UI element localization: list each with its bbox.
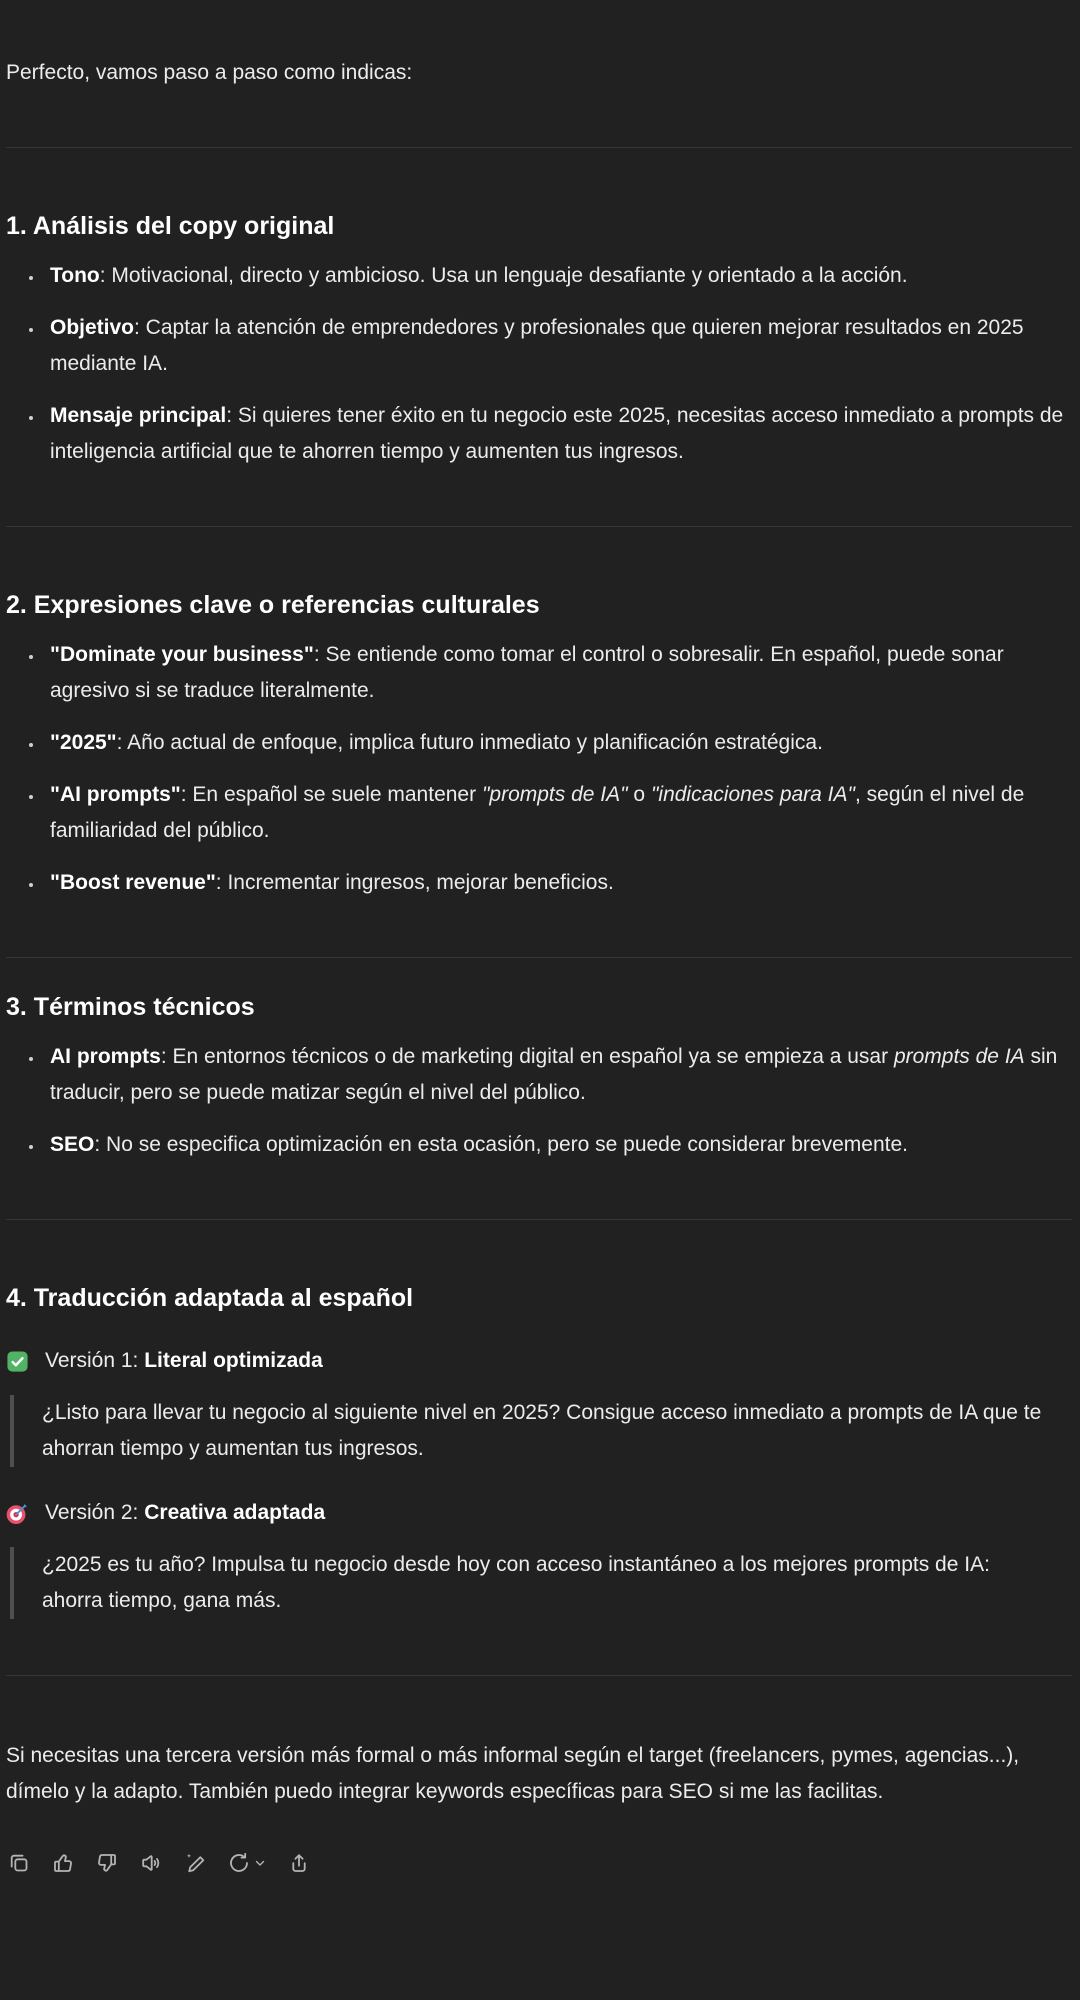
chevron-down-icon — [253, 1856, 267, 1870]
divider — [6, 526, 1072, 527]
message-action-bar — [2, 1846, 1072, 1880]
section-4-heading: 4. Traducción adaptada al español — [6, 1284, 414, 1312]
section-2-heading: 2. Expresiones clave o referencias culturales — [6, 591, 540, 619]
divider — [6, 1219, 1072, 1220]
check-mark-emoji — [6, 1350, 29, 1373]
section-2-bullets — [6, 637, 1072, 901]
list-item: • "2025": Año actual de enfoque, implica futuro inmediato y planificación estratégica. — [44, 725, 1072, 761]
closing-paragraph: Si necesitas una tercera versión más formal o más informal según el target (freelancers, pymes, agencias...), dímelo y la adapto. También puedo integrar keywords específicas para SEO si me las facilitas. — [6, 1744, 1020, 1803]
section-1-heading: 1. Análisis del copy original — [6, 212, 335, 240]
list-item: • "AI prompts": En español se suele mantener "prompts de IA" o "indicaciones para IA", según el nivel de familiaridad del público. — [44, 777, 1072, 849]
thumbs-down-icon — [95, 1851, 119, 1875]
copy-button[interactable] — [2, 1846, 36, 1880]
list-item: • "Dominate your business": Se entiende como tomar el control o sobresalir. En español, puede sonar agresivo si se traduce literalmente. — [44, 637, 1072, 709]
bad-response-button[interactable] — [90, 1846, 124, 1880]
sparkle-icon — [187, 1854, 191, 1858]
version-2-line — [6, 1495, 1072, 1531]
section-3-bullets — [6, 1039, 1072, 1163]
regenerate-icon — [227, 1851, 251, 1875]
read-aloud-button[interactable] — [134, 1846, 168, 1880]
edit-pencil-icon — [183, 1851, 207, 1875]
list-item: • Objetivo: Captar la atención de emprendedores y profesionales que quieren mejorar resultados en 2025 mediante IA. — [44, 310, 1072, 382]
list-item: • Tono: Motivacional, directo y ambicioso. Usa un lenguaje desafiante y orientado a la acción. — [44, 258, 1072, 294]
list-item: • AI prompts: En entornos técnicos o de marketing digital en español ya se empieza a usar prompts de IA sin traducir, pero se puede matizar según el nivel del público. — [44, 1039, 1072, 1111]
version-2-quote: ¿2025 es tu año? Impulsa tu negocio desde hoy con acceso instantáneo a los mejores prompts de IA: ahorra tiempo, gana más. — [10, 1547, 1072, 1619]
thumbs-up-icon — [51, 1851, 75, 1875]
version-2-label: Versión 2: Creativa adaptada — [45, 1501, 326, 1524]
divider — [6, 147, 1072, 148]
intro-paragraph: Perfecto, vamos paso a paso como indicas: — [6, 61, 413, 84]
good-response-button[interactable] — [46, 1846, 80, 1880]
divider — [6, 957, 1072, 958]
dart-emoji — [6, 1502, 29, 1525]
divider — [6, 1675, 1072, 1676]
list-item: • "Boost revenue": Incrementar ingresos, mejorar beneficios. — [44, 865, 1072, 901]
version-1-quote: ¿Listo para llevar tu negocio al siguiente nivel en 2025? Consigue acceso inmediato a prompts de IA que te ahorran tiempo y aumentan tus ingresos. — [10, 1395, 1072, 1467]
version-1-label: Versión 1: Literal optimizada — [45, 1349, 323, 1372]
regenerate-button[interactable] — [222, 1846, 272, 1880]
speaker-icon — [139, 1851, 163, 1875]
share-icon — [287, 1851, 311, 1875]
list-item: • SEO: No se especifica optimización en esta ocasión, pero se puede considerar brevemente. — [44, 1127, 1072, 1163]
version-1-line — [6, 1343, 1072, 1379]
section-3-heading: 3. Términos técnicos — [6, 993, 255, 1021]
share-button[interactable] — [282, 1846, 316, 1880]
copy-icon — [7, 1851, 31, 1875]
edit-button[interactable] — [178, 1846, 212, 1880]
section-1-bullets — [6, 258, 1072, 470]
list-item: • Mensaje principal: Si quieres tener éxito en tu negocio este 2025, necesitas acceso inmediato a prompts de inteligencia artificial que te ahorren tiempo y aumenten tus ingresos. — [44, 398, 1072, 470]
